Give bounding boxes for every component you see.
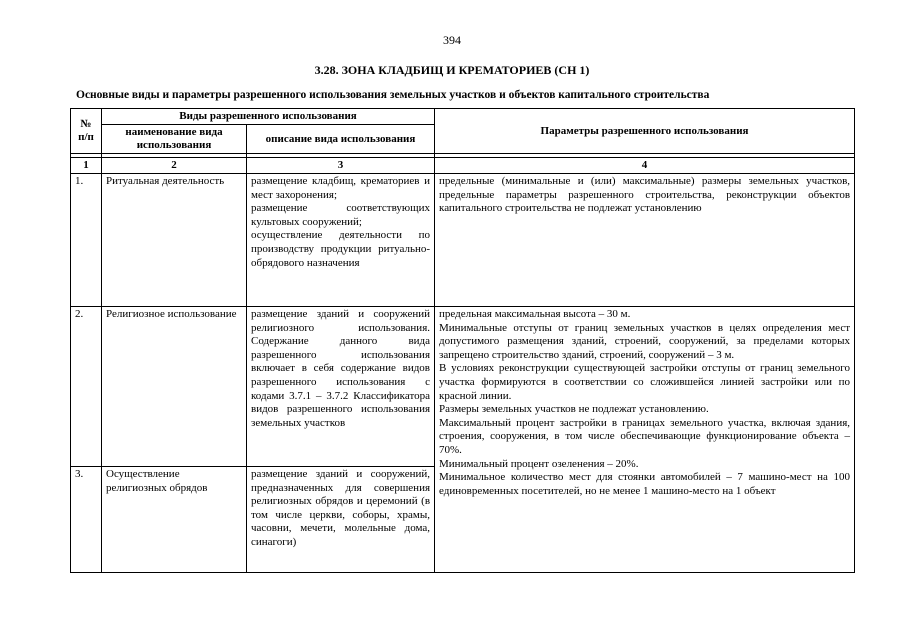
table-row xyxy=(71,174,855,307)
header-row-1 xyxy=(71,109,855,125)
params-line: Размеры земельных участков не подлежат установлению. xyxy=(439,403,709,416)
params-line: Максимальный процент застройки в границах земельного участка, включая здания, строения, сооружения, в том числе обеспечивающие функционирование объекта – 70%. xyxy=(439,416,851,456)
header-number: № п/п xyxy=(71,109,102,154)
table-row xyxy=(71,307,855,467)
description-line: размещение зданий и сооружений, предназначенных для совершения религиозных обрядов и церемоний (в том числе церкви, соборы, храмы, часовни, мечети, молельные дома, синагоги) xyxy=(251,468,431,548)
column-number: 4 xyxy=(435,158,855,174)
header-types-group: Виды разрешенного использования xyxy=(102,109,435,125)
description-line: размещение кладбищ, крематориев и мест захоронения; xyxy=(251,175,431,201)
column-number: 1 xyxy=(71,158,102,174)
column-number-row xyxy=(71,158,855,174)
shared-params xyxy=(435,307,855,573)
row-description xyxy=(247,174,435,307)
description-line: размещение зданий и сооружений религиозного использования. Содержание данного вида разрешенного использования включает в себя содержание видов разрешенного использования с кодами 3.7.1 – 3.7.2 Классификатора видов разрешенного использования земельных участков xyxy=(251,308,431,429)
column-number: 2 xyxy=(102,158,247,174)
row-name: Осуществление религиозных обрядов xyxy=(102,467,247,573)
row-params xyxy=(435,174,855,307)
row-description xyxy=(247,307,435,467)
params-line: В условиях реконструкции существующей застройки отступы от границ земельного участка формируются в соответствии со сложившейся линией застройки или по красной линии. xyxy=(439,362,851,402)
params-line: Минимальные отступы от границ земельных участков в целях определения мест допустимого размещения зданий, строений, сооружений, за пределами которых запрещено строительство зданий, строений, сооружений – 3 м. xyxy=(439,321,851,361)
header-description: описание вида использования xyxy=(247,125,435,154)
row-number: 1. xyxy=(71,174,102,307)
row-description xyxy=(247,467,435,573)
row-number: 2. xyxy=(71,307,102,467)
row-name: Ритуальная деятельность xyxy=(102,174,247,307)
header-params: Параметры разрешенного использования xyxy=(435,109,855,154)
column-number: 3 xyxy=(247,158,435,174)
page-number: 394 xyxy=(443,33,461,47)
header-name: наименование вида использования xyxy=(102,125,247,154)
table-subtitle: Основные виды и параметры разрешенного использования земельных участков и объектов капитального строительства xyxy=(76,89,710,101)
params-line: Минимальное количество мест для стоянки автомобилей – 7 машино-мест на 100 единовременных посетителей, но не менее 1 машино-место на 1 объект xyxy=(439,471,851,497)
description-line: осуществление деятельности по производству продукции ритуально-обрядового назначения xyxy=(251,229,431,269)
permitted-use-table xyxy=(70,108,855,573)
zone-title: 3.28. ЗОНА КЛАДБИЩ И КРЕМАТОРИЕВ (СН 1) xyxy=(314,63,590,77)
row-number: 3. xyxy=(71,467,102,573)
params-line: Минимальный процент озеленения – 20%. xyxy=(439,457,639,470)
row-name: Религиозное использование xyxy=(102,307,247,467)
params-line: предельные (минимальные и (или) максимальные) размеры земельных участков, предельные параметры разрешенного строительства, реконструкции объектов капитального строительства не подлежат установлению xyxy=(439,175,851,215)
description-line: размещение соответствующих культовых сооружений; xyxy=(251,202,431,228)
params-line: предельная максимальная высота – 30 м. xyxy=(439,308,631,320)
